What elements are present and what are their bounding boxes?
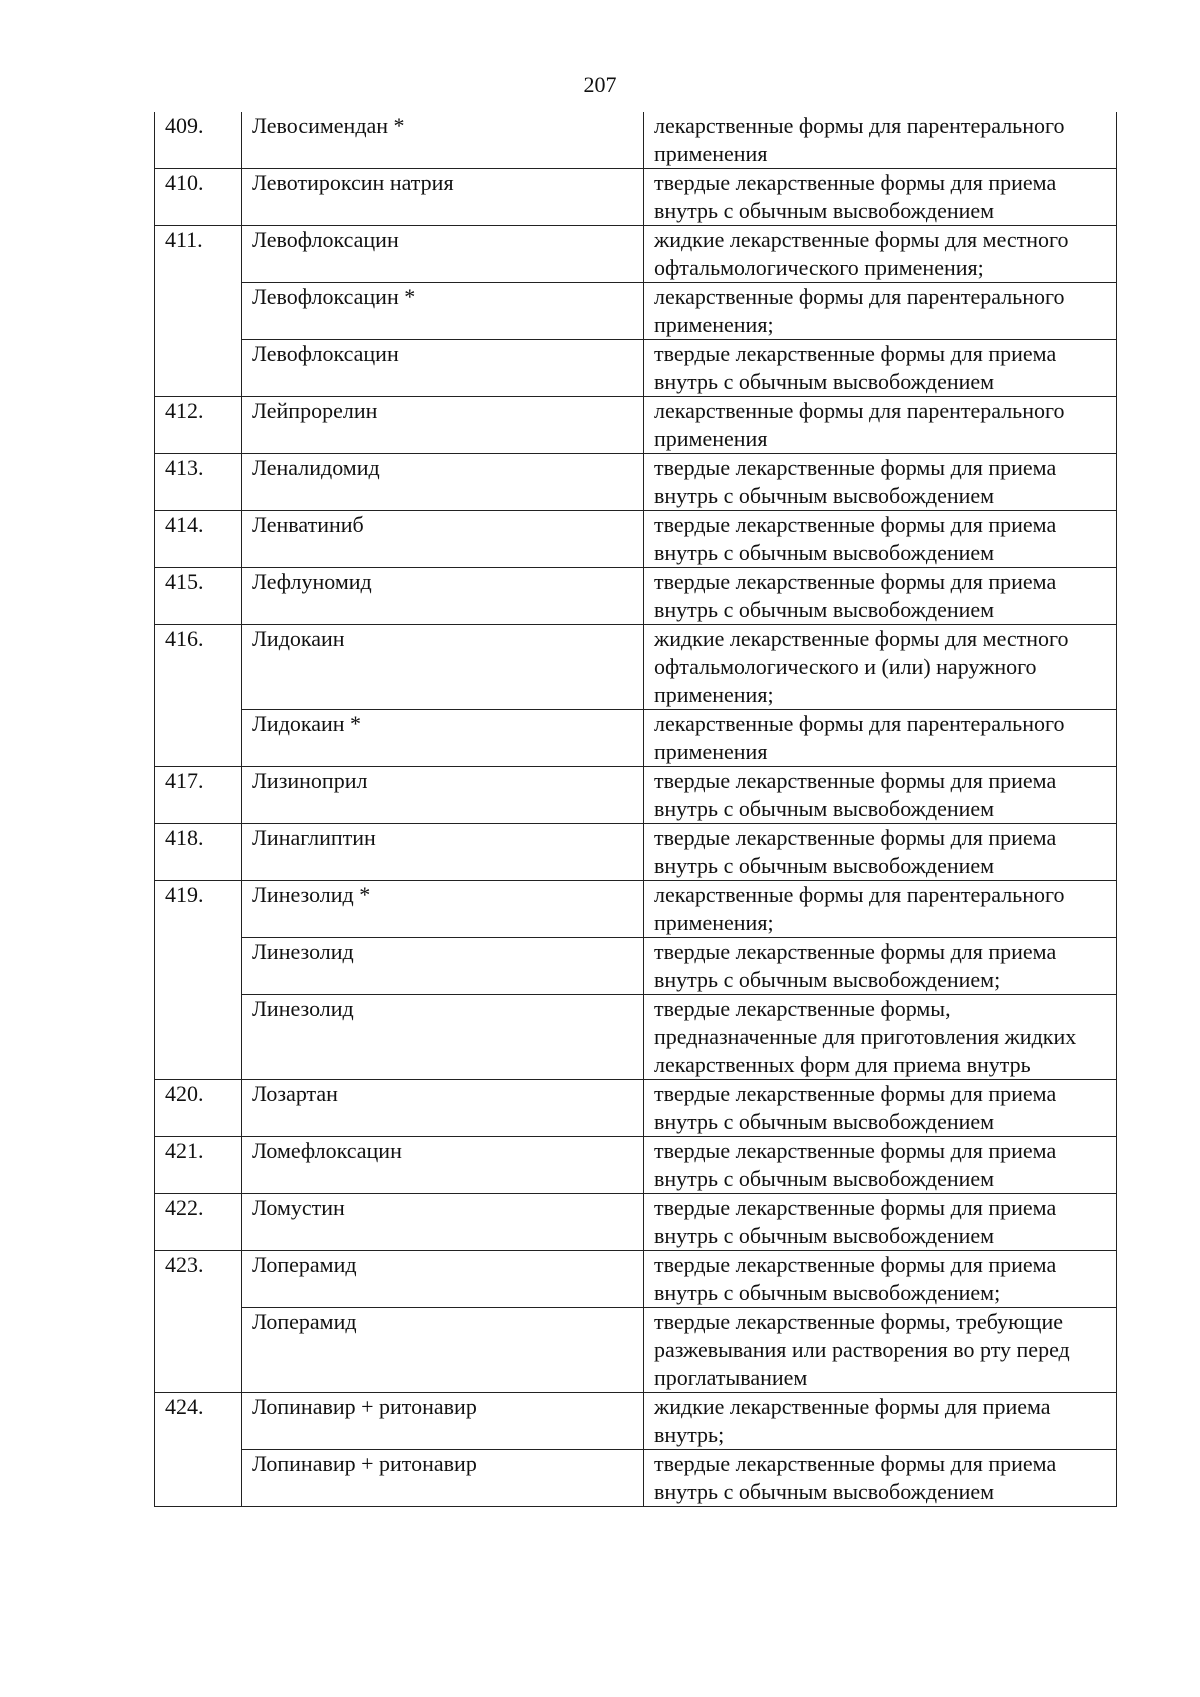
drug-name: Левофлоксацин (242, 226, 644, 283)
dosage-form: лекарственные формы для парентерального применения (644, 112, 1117, 169)
table-row (155, 1137, 1117, 1194)
table-row (155, 824, 1117, 881)
drug-name: Левофлоксацин (242, 340, 644, 397)
table-row (155, 938, 1117, 995)
table-row (155, 995, 1117, 1080)
drug-name: Лизиноприл (242, 767, 644, 824)
drug-name: Левотироксин натрия (242, 169, 644, 226)
drug-name: Лидокаин (242, 625, 644, 710)
entry-number: 418. (155, 824, 242, 881)
page-number: 207 (583, 72, 617, 97)
dosage-form: твердые лекарственные формы для приема внутрь с обычным высвобождением (644, 1137, 1117, 1194)
table-row (155, 283, 1117, 340)
entry-number: 416. (155, 625, 242, 767)
drug-name: Лозартан (242, 1080, 644, 1137)
entry-number: 413. (155, 454, 242, 511)
entry-number: 417. (155, 767, 242, 824)
entry-number: 415. (155, 568, 242, 625)
drug-name: Лопинавир + ритонавир (242, 1450, 644, 1507)
table-row (155, 226, 1117, 283)
table-row (155, 454, 1117, 511)
table-row (155, 340, 1117, 397)
entry-number: 421. (155, 1137, 242, 1194)
table-row (155, 710, 1117, 767)
entry-number: 424. (155, 1393, 242, 1507)
entry-number: 412. (155, 397, 242, 454)
drug-name: Линезолид * (242, 881, 644, 938)
drug-name: Лефлуномид (242, 568, 644, 625)
table-row (155, 1194, 1117, 1251)
drug-name: Ленватиниб (242, 511, 644, 568)
dosage-form: твердые лекарственные формы для приема внутрь с обычным высвобождением (644, 767, 1117, 824)
drug-name: Линаглиптин (242, 824, 644, 881)
dosage-form: жидкие лекарственные формы для местного офтальмологического применения; (644, 226, 1117, 283)
dosage-form: твердые лекарственные формы для приема внутрь с обычным высвобождением (644, 568, 1117, 625)
entry-number: 422. (155, 1194, 242, 1251)
drug-name: Ломефлоксацин (242, 1137, 644, 1194)
dosage-form: лекарственные формы для парентерального применения; (644, 283, 1117, 340)
table-row (155, 767, 1117, 824)
dosage-form: твердые лекарственные формы для приема внутрь с обычным высвобождением (644, 169, 1117, 226)
dosage-form: твердые лекарственные формы, требующие разжевывания или растворения во рту перед проглатыванием (644, 1308, 1117, 1393)
drug-name: Линезолид (242, 995, 644, 1080)
drug-name: Линезолид (242, 938, 644, 995)
entry-number: 411. (155, 226, 242, 397)
dosage-form: лекарственные формы для парентерального применения (644, 710, 1117, 767)
table-row (155, 1308, 1117, 1393)
dosage-form: лекарственные формы для парентерального применения (644, 397, 1117, 454)
entry-number: 419. (155, 881, 242, 1080)
dosage-form: твердые лекарственные формы, предназначенные для приготовления жидких лекарственных форм для приема внутрь (644, 995, 1117, 1080)
table-row (155, 397, 1117, 454)
entry-number: 414. (155, 511, 242, 568)
table-row (155, 1393, 1117, 1450)
entry-number: 410. (155, 169, 242, 226)
drug-name: Левосимендан * (242, 112, 644, 169)
dosage-form: твердые лекарственные формы для приема внутрь с обычным высвобождением; (644, 938, 1117, 995)
dosage-form: твердые лекарственные формы для приема внутрь с обычным высвобождением (644, 511, 1117, 568)
drug-name: Лопинавир + ритонавир (242, 1393, 644, 1450)
drug-name: Ломустин (242, 1194, 644, 1251)
dosage-form: жидкие лекарственные формы для местного офтальмологического и (или) наружного применения; (644, 625, 1117, 710)
dosage-form: твердые лекарственные формы для приема внутрь с обычным высвобождением (644, 1450, 1117, 1507)
entry-number: 423. (155, 1251, 242, 1393)
dosage-form: жидкие лекарственные формы для приема внутрь; (644, 1393, 1117, 1450)
dosage-form: лекарственные формы для парентерального применения; (644, 881, 1117, 938)
table-row (155, 625, 1117, 710)
table-row (155, 1450, 1117, 1507)
table-row (155, 169, 1117, 226)
drug-name: Леналидомид (242, 454, 644, 511)
dosage-form: твердые лекарственные формы для приема внутрь с обычным высвобождением (644, 454, 1117, 511)
table-row (155, 112, 1117, 169)
drug-name: Левофлоксацин * (242, 283, 644, 340)
dosage-form: твердые лекарственные формы для приема внутрь с обычным высвобождением (644, 1194, 1117, 1251)
table-row (155, 1251, 1117, 1308)
drug-name: Лоперамид (242, 1251, 644, 1308)
table-row (155, 568, 1117, 625)
entry-number: 409. (155, 112, 242, 169)
drug-name: Лидокаин * (242, 710, 644, 767)
drug-name: Лоперамид (242, 1308, 644, 1393)
dosage-form: твердые лекарственные формы для приема внутрь с обычным высвобождением (644, 1080, 1117, 1137)
dosage-form: твердые лекарственные формы для приема внутрь с обычным высвобождением (644, 340, 1117, 397)
table-row (155, 881, 1117, 938)
dosage-form: твердые лекарственные формы для приема внутрь с обычным высвобождением (644, 824, 1117, 881)
entry-number: 420. (155, 1080, 242, 1137)
table-body (155, 112, 1117, 1507)
drug-table (154, 112, 1117, 1507)
dosage-form: твердые лекарственные формы для приема внутрь с обычным высвобождением; (644, 1251, 1117, 1308)
drug-name: Лейпрорелин (242, 397, 644, 454)
table-row (155, 1080, 1117, 1137)
table-row (155, 511, 1117, 568)
